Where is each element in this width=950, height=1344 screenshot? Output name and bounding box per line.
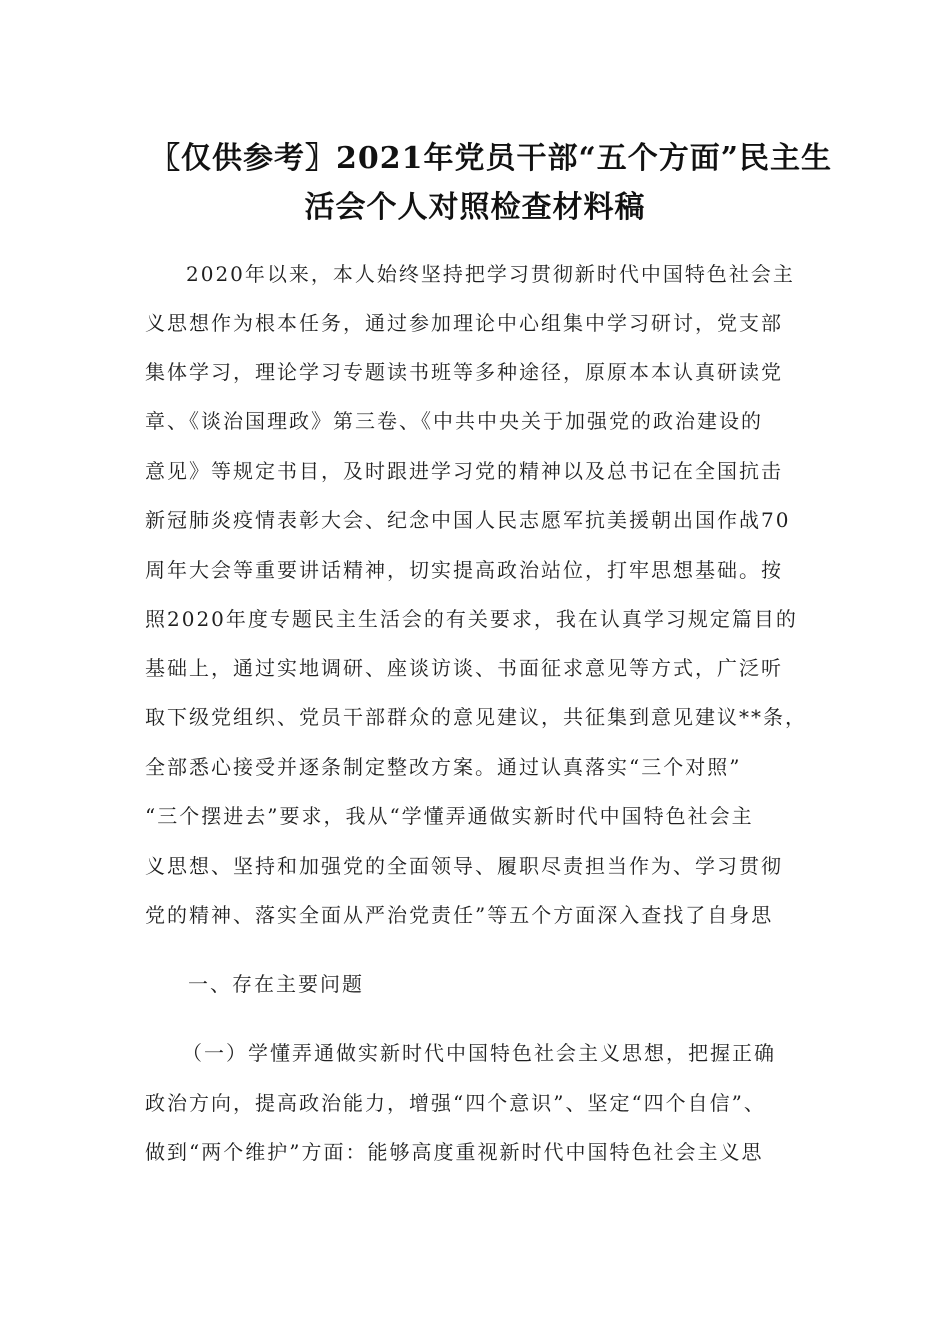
paragraph-line: 政治方向，提高政治能力，增强“四个意识”、坚定“四个自信”、 <box>145 1091 766 1115</box>
paragraph-line: 周年大会等重要讲话精神，切实提高政治站位，打牢思想基础。按 <box>145 558 783 582</box>
paragraph-line: 新冠肺炎疫情表彰大会、纪念中国人民志愿军抗美援朝出国作战70 <box>145 508 791 532</box>
paragraph-line: （一）学懂弄通做实新时代中国特色社会主义思想，把握正确 <box>182 1041 776 1065</box>
paragraph-line: 全部悉心接受并逐条制定整改方案。通过认真落实“三个对照” <box>145 755 742 779</box>
paragraph-line: 义思想作为根本任务，通过参加理论中心组集中学习研讨，党支部 <box>145 311 783 335</box>
paragraph-line: 集体学习，理论学习专题读书班等多种途径，原原本本认真研读党 <box>145 360 783 384</box>
section-heading: 一、存在主要问题 <box>188 972 364 996</box>
document-title-line-1: 〖仅供参考〗2021年党员干部“五个方面”民主生 <box>150 141 833 176</box>
paragraph-line: 党的精神、落实全面从严治党责任”等五个方面深入查找了自身思 <box>145 903 774 927</box>
paragraph-line: 意见》等规定书目，及时跟进学习党的精神以及总书记在全国抗击 <box>145 459 783 483</box>
paragraph-line: 做到“两个维护”方面：能够高度重视新时代中国特色社会主义思 <box>145 1140 764 1164</box>
paragraph-line: 章、《谈治国理政》第三卷、《中共中央关于加强党的政治建设的 <box>145 409 763 433</box>
paragraph-line: 基础上，通过实地调研、座谈访谈、书面征求意见等方式，广泛听 <box>145 656 783 680</box>
document-title-line-2: 活会个人对照检查材料稿 <box>304 190 646 225</box>
paragraph-line: “三个摆进去”要求，我从“学懂弄通做实新时代中国特色社会主 <box>145 804 754 828</box>
paragraph-line: 取下级党组织、党员干部群众的意见建议，共征集到意见建议**条， <box>145 705 807 729</box>
paragraph-line: 照2020年度专题民主生活会的有关要求，我在认真学习规定篇目的 <box>145 607 798 631</box>
paragraph-line: 2020年以来，本人始终坚持把学习贯彻新时代中国特色社会主 <box>186 262 795 286</box>
paragraph-line: 义思想、坚持和加强党的全面领导、履职尽责担当作为、学习贯彻 <box>145 854 783 878</box>
